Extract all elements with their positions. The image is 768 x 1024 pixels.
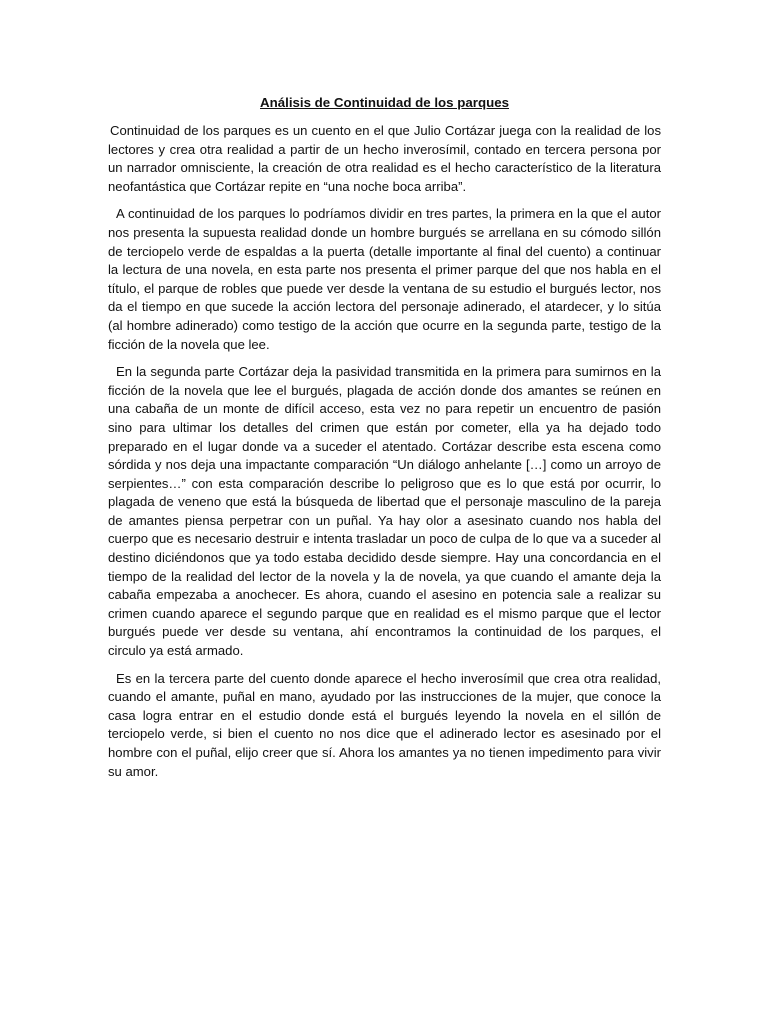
paragraph-part-two: En la segunda parte Cortázar deja la pasividad transmitida en la primera para sumirnos en la ficción de la novela que lee el burgués, plagada de acción donde dos amantes se reúnen en una cabaña de un monte de difícil acceso, esta vez no para repetir un encuentro de pasión sino para ultimar los detalles del crimen que están por cometer, ella ya ha dejado todo preparado en el lugar donde va a suceder el atentado. Cortázar describe esta escena como sórdida y nos deja una impactante comparación “Un diálogo anhelante […] como un arroyo de serpientes…” con esta comparación describe lo peligroso que es lo que está por ocurrir, lo plagada de veneno que está la búsqueda de libertad que el personaje masculino de la pareja de amantes piensa perpetrar con un puñal. Ya hay olor a asesinato cuando nos habla del cuerpo que es necesario destruir e intenta trasladar un poco de culpa de lo que va a suceder al destino diciéndonos que ya todo estaba decidido desde siempre. Hay una concordancia en el tiempo de la realidad del lector de la novela y la de novela, ya que cuando el amante deja la cabaña empezaba a anochecer. Es ahora, cuando el asesino en potencia sale a realizar su crimen cuando aparece el segundo parque que en realidad es el mismo parque que el lector burgués puede ver desde su ventana, ahí encontramos la continuidad de los parques, el circulo ya está armado.	[108, 364, 661, 659]
document-body	[108, 94, 661, 790]
paragraph-part-three: Es en la tercera parte del cuento donde aparece el hecho inverosímil que crea otra realidad, cuando el amante, puñal en mano, ayudado por las instrucciones de la mujer, que conoce la casa logra entrar en el estudio donde está el burgués leyendo la novela en el sillón de terciopelo verde, si bien el cuento no nos dice que el adinerado lector es asesinado por el hombre con el puñal, elijo creer que sí. Ahora los amantes ya no tienen impedimento para vivir su amor.	[108, 670, 661, 779]
paragraph-part-one: A continuidad de los parques lo podríamos dividir en tres partes, la primera en la que el autor nos presenta la supuesta realidad donde un hombre burgués se arrellana en su cómodo sillón de terciopelo verde de espaldas a la puerta (detalle importante al final del cuento) a continuar la lectura de una novela, en esta parte nos presenta el primer parque del que nos habla en el título, el parque de robles que puede ver desde la ventana de su estudio el burgués lector, nos da el tiempo en que sucede la acción lectora del personaje adinerado, el atardecer, y lo sitúa (al hombre adinerado) como testigo de la acción que ocurre en la segunda parte, testigo de la ficción de la novela que lee.	[108, 206, 661, 352]
paragraph-intro: Continuidad de los parques es un cuento en el que Julio Cortázar juega con la realidad de los lectores y crea otra realidad a partir de un hecho inverosímil, contado en tercera persona por un narrador omnisciente, la creación de otra realidad es el hecho característico de la literatura neofantástica que Cortázar repite en “una noche boca arriba”.	[108, 123, 661, 194]
document-title: Análisis de Continuidad de los parques	[260, 95, 509, 110]
